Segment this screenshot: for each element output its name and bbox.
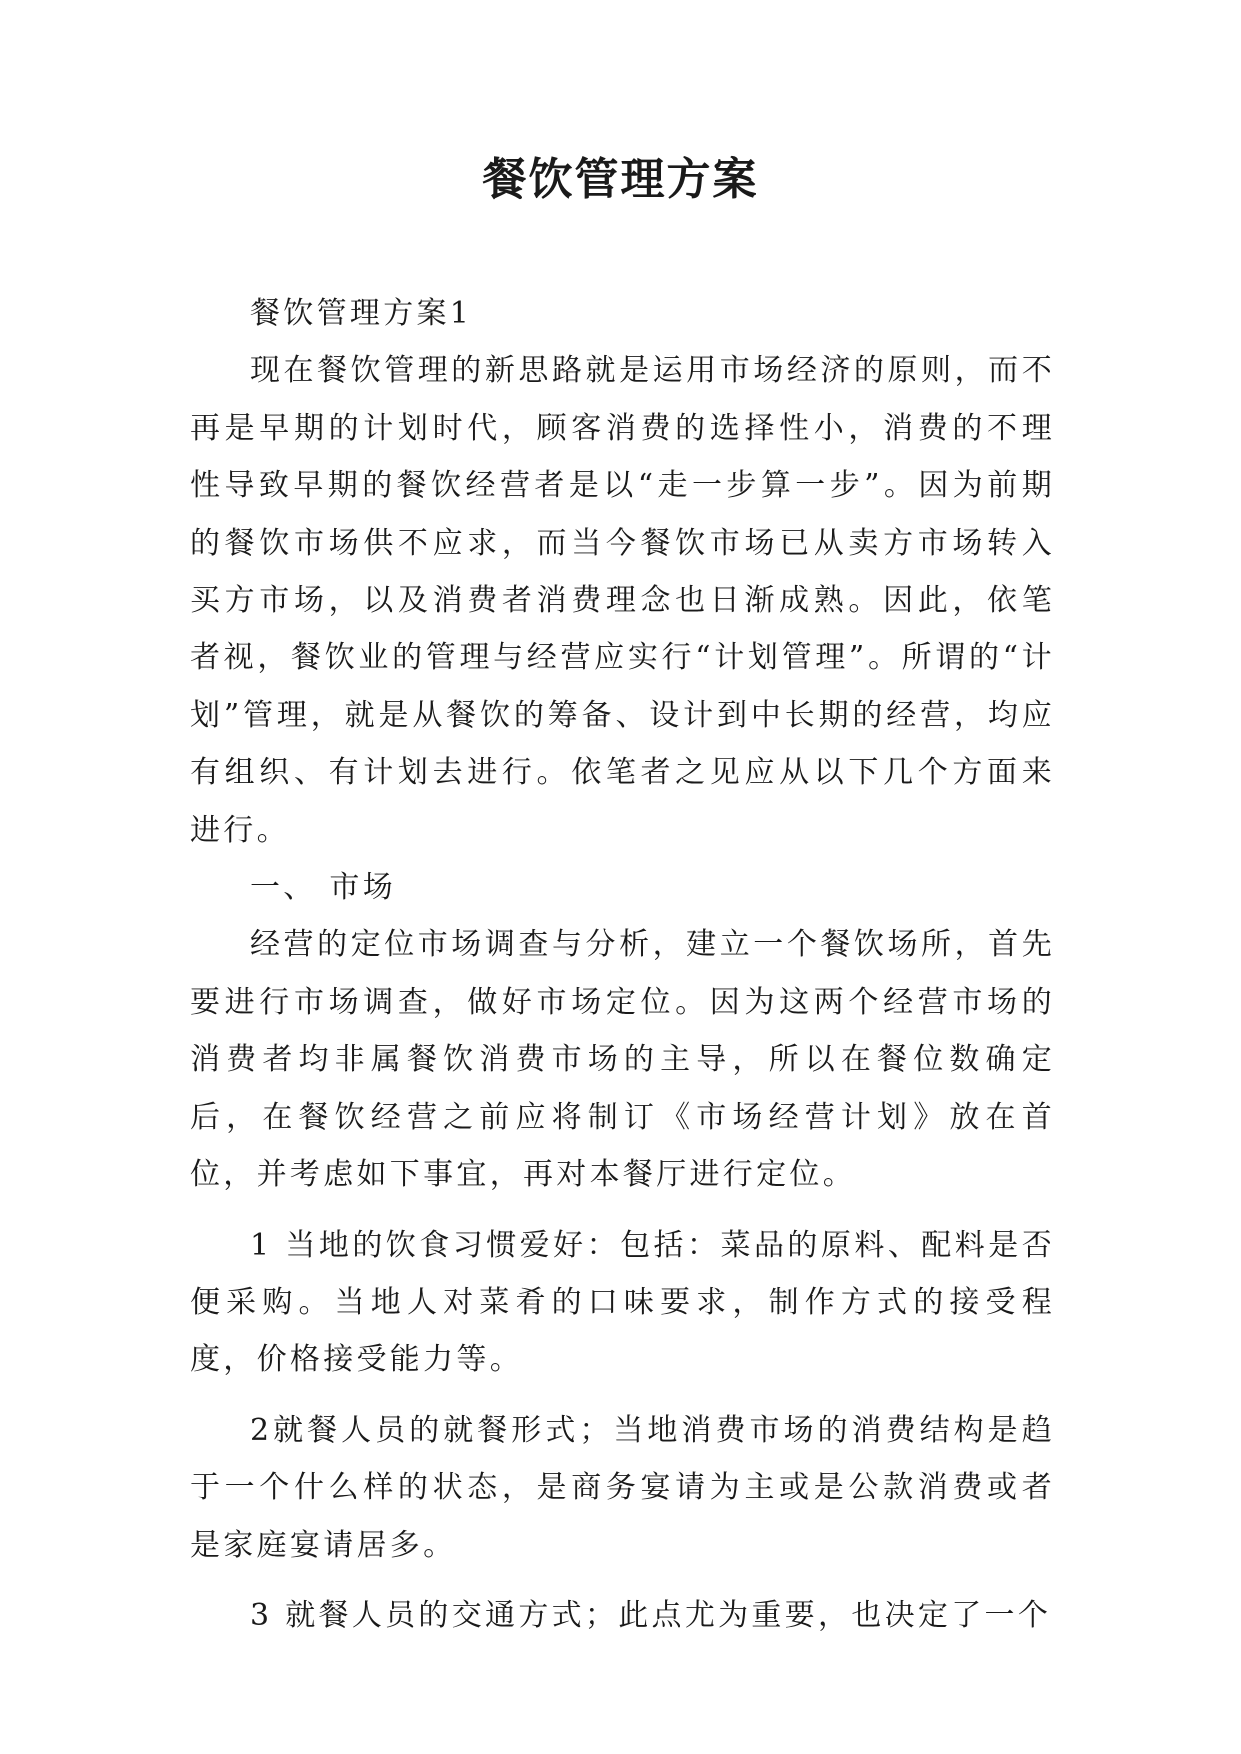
section-heading-plan-1: 餐饮管理方案1 bbox=[250, 296, 473, 331]
section-heading-market: 一、 市场 bbox=[250, 870, 397, 906]
market-positioning-paragraph: 经营的定位市场调查与分析，建立一个餐饮场所，首先要进行市场调查，做好市场定位。因为这两个经营市场的消费者均非属餐饮消费市场的主导，所以在餐位数确定后，在餐饮经营之前应将制订《市场经营计划》放在首位，并考虑如下事宜，再对本餐厅进行定位。 bbox=[190, 927, 1055, 1193]
intro-paragraph: 现在餐饮管理的新思路就是运用市场经济的原则，而不再是早期的计划时代，顾客消费的选择性小，消费的不理性导致早期的餐饮经营者是以“走一步算一步”。因为前期的餐饮市场供不应求，而当今餐饮市场已从卖方市场转入买方市场，以及消费者消费理念也日渐成熟。因此，依笔者视，餐饮业的管理与经营应实行“计划管理”。所谓的“计划”管理，就是从餐饮的筹备、设计到中长期的经营，均应有组织、有计划去进行。依笔者之见应从以下几个方面来进行。 bbox=[190, 353, 1055, 848]
document-title: 餐饮管理方案 bbox=[482, 154, 759, 205]
list-item-transportation: 3 就餐人员的交通方式；此点尤为重要，也决定了一个 bbox=[250, 1597, 1052, 1633]
list-item-eating-habits: 1 当地的饮食习惯爱好：包括：菜品的原料、配料是否便采购。当地人对菜肴的口味要求，制作方式的接受程度，价格接受能力等。 bbox=[190, 1227, 1055, 1378]
document-body bbox=[190, 285, 1055, 1644]
list-item-dining-form: 2就餐人员的就餐形式；当地消费市场的消费结构是趋于一个什么样的状态，是商务宴请为主或是公款消费或者是家庭宴请居多。 bbox=[190, 1412, 1055, 1563]
